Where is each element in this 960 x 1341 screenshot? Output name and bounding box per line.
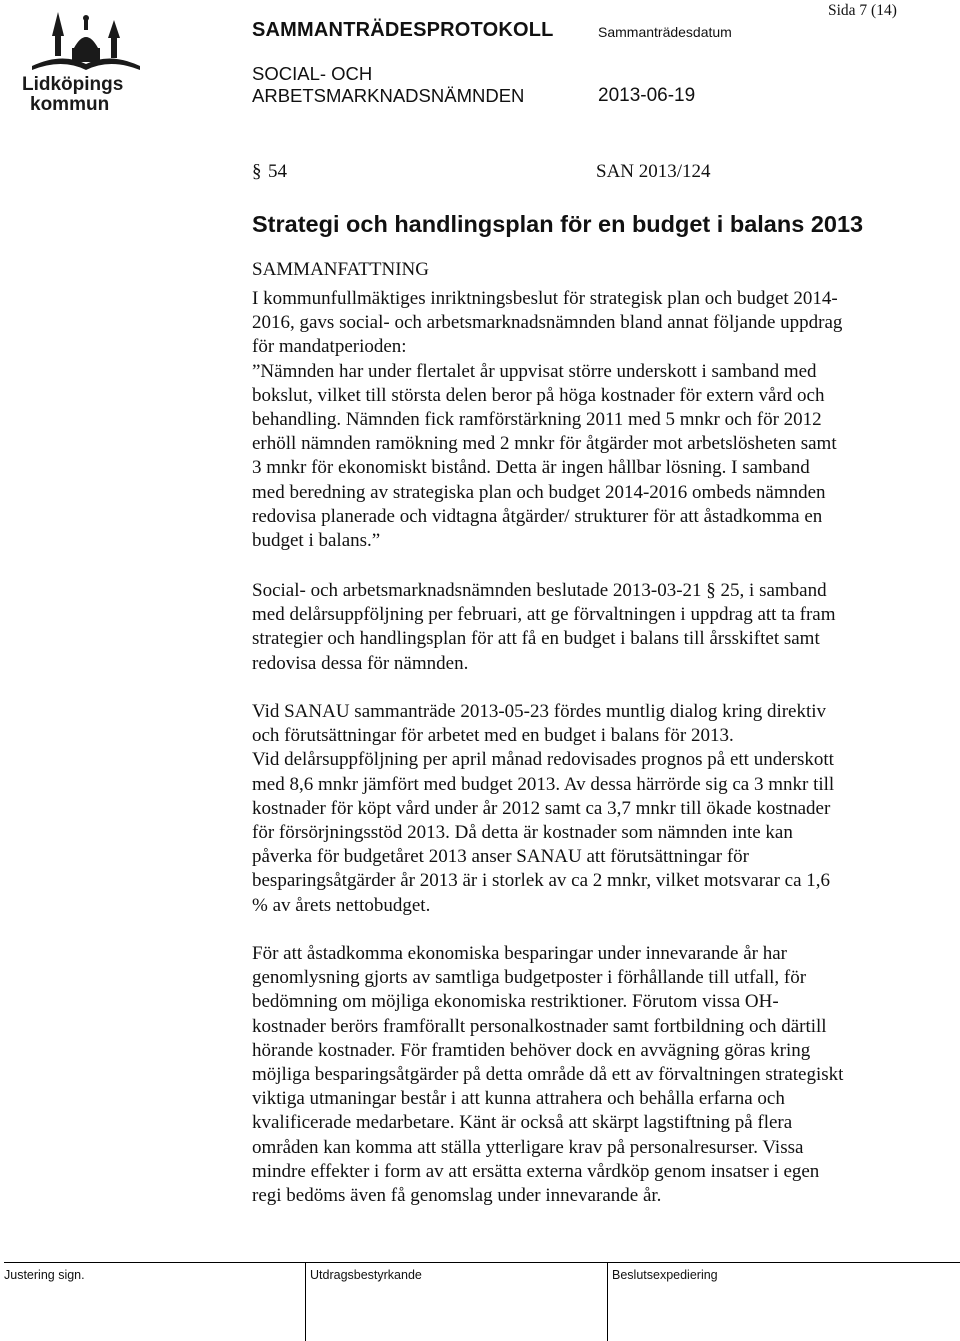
- date-label: Sammanträdesdatum: [598, 24, 732, 40]
- text-line: hörande kostnader. För framtiden behöver dock en avvägning göras kring: [252, 1039, 811, 1061]
- text-line: Vid delårsuppföljning per april månad redovisades prognos på ett underskott: [252, 749, 834, 771]
- text-line: redovisa dessa för nämnden.: [252, 652, 469, 674]
- organization-line-2: ARBETSMARKNADSNÄMNDEN: [252, 85, 525, 106]
- svg-text:Lidköpings: Lidköpings: [22, 74, 124, 95]
- paragraph-number: 54: [268, 161, 287, 182]
- text-line: för försörjningsstöd 2013. Då detta är kostnader som nämnden inte kan: [252, 822, 793, 844]
- text-line: kostnader berörs framförallt personalkostnader samt fortbildning och därtill: [252, 1015, 827, 1037]
- text-line: kostnader för köpt vård under år 2012 samt ca 3,7 mnkr till ökade kostnader: [252, 797, 831, 819]
- text-line: budget i balans.”: [252, 530, 381, 552]
- footer-divider-vertical: [607, 1262, 608, 1341]
- text-line: och förutsättningar för arbetet med en budget i balans för 2013.: [252, 725, 734, 747]
- svg-text:kommun: kommun: [30, 94, 110, 112]
- text-line: med beredning av strategiska plan och budget 2014-2016 ombeds nämnden: [252, 481, 826, 503]
- text-line: områden kan komma att ställa ytterligare krav på personalresurser. Vissa: [252, 1136, 804, 1158]
- footer-divider: [4, 1262, 960, 1263]
- text-line: påverka för budgetåret 2013 anser SANAU att förutsättningar för: [252, 846, 750, 868]
- text-line: möjliga besparingsåtgärder på detta område då ett av förvaltningen strategiskt: [252, 1064, 844, 1086]
- text-line: 3 mnkr för ekonomiskt bistånd. Detta är ingen hållbar lösning. I samband: [252, 457, 810, 479]
- text-line: viktiga utmaningar består i att kunna attrahera och behålla erfarna och: [252, 1088, 785, 1110]
- text-line: Vid SANAU sammanträde 2013-05-23 fördes muntlig dialog kring direktiv: [252, 701, 827, 722]
- case-number: SAN 2013/124: [596, 161, 711, 182]
- meeting-date: 2013-06-19: [598, 85, 696, 106]
- section-heading: Strategi och handlingsplan för en budget i balans 2013: [252, 211, 864, 237]
- text-line: regi bedöms även få genomslag under innevarande år.: [252, 1185, 662, 1207]
- paragraph-symbol: §: [252, 161, 262, 182]
- text-line: kvalificerade medarbetare. Känt är också att skärpt lagstiftning på flera: [252, 1112, 793, 1134]
- text-line: genomlysning gjorts av samtliga budgetposter i förhållande till utfall, för: [252, 967, 807, 989]
- text-line: I kommunfullmäktiges inriktningsbeslut för strategisk plan och budget 2014-: [252, 288, 838, 309]
- text-line: För att åstadkomma ekonomiska besparingar under innevarande år har: [252, 943, 787, 964]
- page-number: Sida 7 (14): [828, 2, 897, 19]
- text-line: besparingsåtgärder år 2013 är i storlek av ca 2 mnkr, vilket motsvarar ca 1,6: [252, 870, 831, 892]
- text-line: behandling. Nämnden fick ramförstärkning 2011 med 5 mnkr och för 2012: [252, 409, 822, 431]
- text-line: strategier och handlingsplan för att få en budget i balans till årsskiftet samt: [252, 628, 820, 650]
- footer-divider-vertical: [305, 1262, 306, 1341]
- paragraph-1: [252, 287, 842, 553]
- paragraph-2: [252, 579, 836, 676]
- summary-heading: SAMMANFATTNING: [252, 259, 429, 280]
- organization-line-1: SOCIAL- OCH: [252, 63, 373, 84]
- protocol-title: SAMMANTRÄDESPROTOKOLL: [252, 19, 554, 41]
- lidkoping-kommun-logo: [22, 8, 152, 112]
- text-line: bedömning om möjliga ekonomiska restriktioner. Förutom vissa OH-: [252, 991, 779, 1013]
- text-line: erhöll nämnden ramökning med 2 mnkr för åtgärder mot arbetslösheten samt: [252, 433, 837, 455]
- text-line: % av årets nettobudget.: [252, 894, 431, 916]
- text-line: med delårsuppföljning per februari, att ge förvaltningen i uppdrag att ta fram: [252, 604, 836, 626]
- text-line: ”Nämnden har under flertalet år uppvisat större underskott i samband med: [252, 360, 817, 382]
- text-line: bokslut, vilket till största delen beror på höga kostnader för extern vård och: [252, 384, 825, 406]
- beslutsexpediering-label: Beslutsexpediering: [612, 1268, 718, 1282]
- paragraph-3: [252, 700, 834, 918]
- utdragsbestyrkande-label: Utdragsbestyrkande: [310, 1268, 422, 1282]
- text-line: för mandatperioden:: [252, 336, 407, 358]
- paragraph-4: [252, 942, 843, 1208]
- text-line: redovisa planerade och vidtagna åtgärder/ strukturer för att åstadkomma en: [252, 505, 823, 527]
- text-line: Social- och arbetsmarknadsnämnden beslutade 2013-03-21 § 25, i samband: [252, 580, 827, 601]
- text-line: mindre effekter i form av att ersätta externa vårdköp genom insatser i egen: [252, 1160, 820, 1182]
- text-line: med 8,6 mnkr jämfört med budget 2013. Av dessa härrörde sig ca 3 mnkr till: [252, 773, 835, 795]
- justering-sign-label: Justering sign.: [4, 1268, 85, 1282]
- text-line: 2016, gavs social- och arbetsmarknadsnämnden bland annat följande uppdrag: [252, 312, 843, 334]
